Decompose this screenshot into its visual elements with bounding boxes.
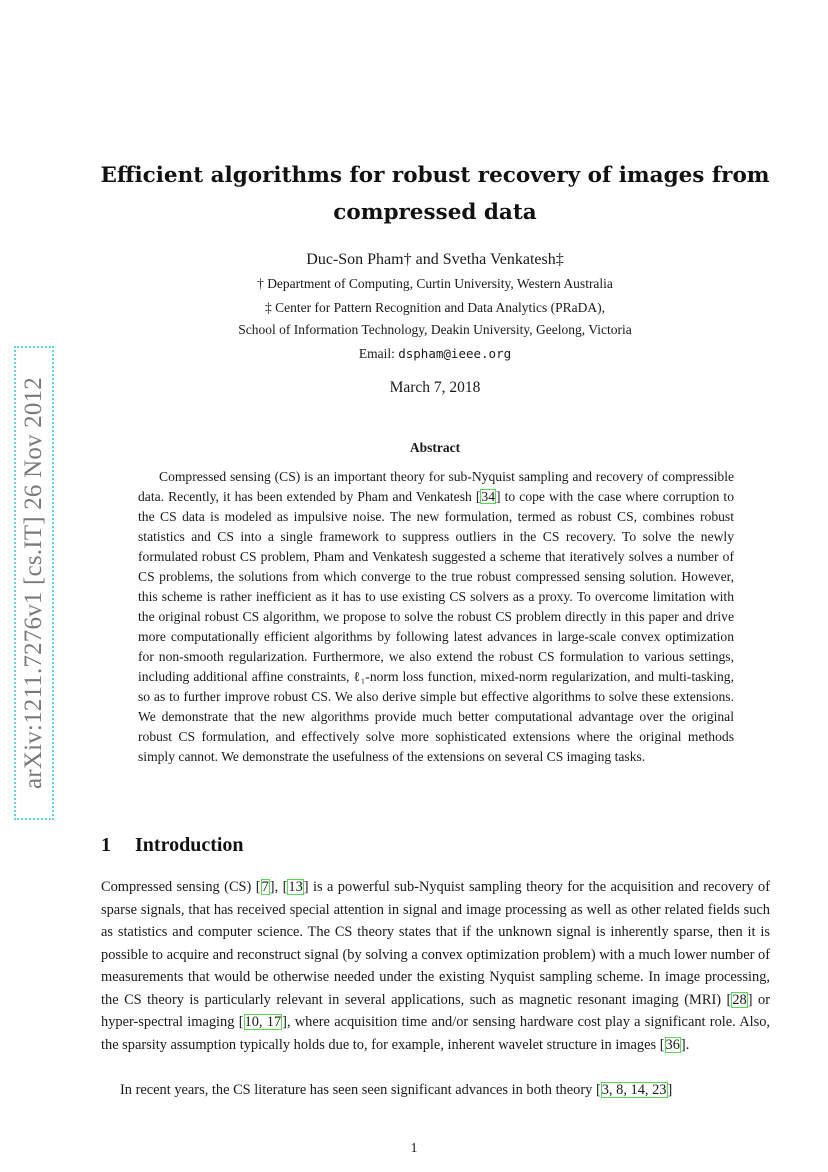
arxiv-stamp[interactable] — [14, 346, 54, 820]
intro-text: or hyper-spectral imaging — [101, 991, 770, 1030]
section-heading — [101, 834, 244, 857]
title-line-2: compressed data — [333, 200, 537, 225]
intro-text: , where acquisition time and/or sensing hardware cost play a significant role. Also, the sparsity assumption typically holds due to, for example, inherent wavelet structure in images — [101, 1014, 771, 1053]
intro-paragraph-2: In recent years, the CS literature has seen seen significant advances in both theory [3, 8, 14, 23] — [120, 1082, 673, 1098]
citation-link[interactable]: 7 — [261, 879, 269, 895]
paper-title — [100, 157, 770, 231]
section-number: 1 — [101, 834, 111, 856]
email-address[interactable]: dspham@ieee.org — [398, 346, 512, 361]
intro-paragraph-1: Compressed sensing (CS) [7], [13] is a powerful sub-Nyquist sampling theory for the acquisition and recovery of sparse signals, that has received special attention in signal and image processing as well as other related fields such as statistics and computer science. The CS theory states that if the unknown signal is inherently sparse, then it is possible to acquire and reconstruct signal (by solving a convex optimization problem) with a much lower number of measurements that would be otherwise needed under the existing Nyquist sampling scheme. In image processing, the CS theory is particularly relevant in several applications, such as magnetic resonant imaging (MRI) [28] or hyper-spectral imaging [10, 17], where acquisition time and/or sensing hardware cost play a significant role. Also, the sparsity assumption typically holds due to, for example, inherent wavelet structure in images [36]. — [101, 879, 771, 1053]
citation-link[interactable]: 13 — [288, 879, 303, 895]
abstract-heading: Abstract — [409, 440, 461, 455]
abstract-text-part-2: to cope with the case where corruption to the CS data is modeled as impulsive noise. The new formulation, termed as robust CS, combines robust statistics and CS into a single framework to suppress outliers in the CS recovery. To solve the newly formulated robust CS problem, Pham and Venkatesh suggested a scheme that iteratively solves a number of CS problems, the solutions from which converge to the true robust compressed sensing solution. However, this scheme is rather inefficient as it has to use existing CS solvers as a proxy. To overcome limitation with the original robust CS algorithm, we propose to solve the robust CS problem directly in this paper and drive more computationally efficient algorithms by following latest advances in large-scale convex optimization for non-smooth regularization. Furthermore, we also extend the robust CS formulation to various settings, including additional affine constraints, ℓ₁-norm loss function, mixed-norm regularization, and multi-tasking, so as to further improve robust CS. We also derive simple but effective algorithms to solve these extensions. We demonstrate that the new algorithms provide much better computational advantage over the original robust CS formulation, and effectively solve more sophisticated extensions where the original methods simply cannot. We demonstrate the usefulness of the extensions on several CS imaging tasks. — [138, 489, 734, 764]
abstract-text: Compressed sensing (CS) is an important theory for sub-Nyquist sampling and recovery of compressible data. Recently, it has been extended by Pham and Venkatesh [34] to cope with the case where corruption to the CS data is modeled as impulsive noise. The new formulation, termed as robust CS, combines robust statistics and CS into a single framework to suppress outliers in the CS recovery. To solve the newly formulated robust CS problem, Pham and Venkatesh suggested a scheme that iteratively solves a number of CS problems, the solutions from which converge to the true robust compressed sensing solution. However, this scheme is rather inefficient as it has to use existing CS solvers as a proxy. To overcome limitation with the original robust CS algorithm, we propose to solve the robust CS problem directly in this paper and drive more computationally efficient algorithms by following latest advances in large-scale convex optimization for non-smooth regularization. Furthermore, we also extend the robust CS formulation to various settings, including additional affine constraints, ℓ₁-norm loss function, mixed-norm regularization, and multi-tasking, so as to further improve robust CS. We also derive simple but effective algorithms to solve these extensions. We demonstrate that the new algorithms provide much better computational advantage over the original robust CS formulation, and effectively solve more sophisticated extensions where the original methods simply cannot. We demonstrate the usefulness of the extensions on several CS imaging tasks. — [138, 469, 734, 764]
intro-text: Compressed sensing (CS) — [101, 879, 256, 895]
citation-link[interactable]: 28 — [732, 991, 747, 1008]
citation-link[interactable]: 3, 8, 14, 23 — [601, 1082, 667, 1098]
citation-link[interactable]: 34 — [481, 489, 496, 504]
authors: Duc-Son Pham† and Svetha Venkatesh‡ — [306, 251, 564, 268]
email-line — [100, 346, 770, 362]
intro-text: , — [274, 879, 283, 895]
intro-text: is a powerful sub-Nyquist sampling theory for the acquisition and recovery of sparse signals, that has received special attention in signal and image processing as well as other related fields such as statistics and computer science. The CS theory states that if the unknown signal is inherently sparse, then it is possible to acquire and reconstruct signal (by solving a convex optimization problem) with a much lower number of measurements that would be otherwise needed under the existing Nyquist sampling scheme. In image processing, the CS theory is particularly relevant in several applications, such as magnetic resonant imaging (MRI) — [101, 879, 770, 1008]
paper-date: March 7, 2018 — [389, 379, 481, 396]
affiliation-deakin: School of Information Technology, Deakin University, Geelong, Victoria — [238, 322, 632, 337]
abstract-text-part-1: Compressed sensing (CS) is an important theory for sub-Nyquist sampling and recovery of compressible data. Recently, it has been extended by Pham and Venkatesh — [138, 469, 734, 504]
intro-text: . — [685, 1036, 690, 1053]
title-line-1: Efficient algorithms for robust recovery of images from — [100, 163, 770, 188]
citation-link[interactable]: 36 — [665, 1036, 680, 1053]
arxiv-identifier[interactable]: arXiv:1211.7276v1 [cs.IT] 26 Nov 2012 — [20, 377, 47, 789]
intro-text: In recent years, the CS literature has seen seen significant advances in both theory — [120, 1082, 596, 1098]
page-number: 1 — [410, 1141, 418, 1156]
citation-link[interactable]: 10, 17 — [244, 1014, 282, 1030]
affiliation-curtin: † Department of Computing, Curtin University, Western Australia — [257, 276, 613, 291]
section-title: Introduction — [135, 834, 244, 856]
email-label: Email: — [358, 346, 399, 361]
affiliation-prada: ‡ Center for Pattern Recognition and Data Analytics (PRaDA), — [264, 300, 606, 315]
